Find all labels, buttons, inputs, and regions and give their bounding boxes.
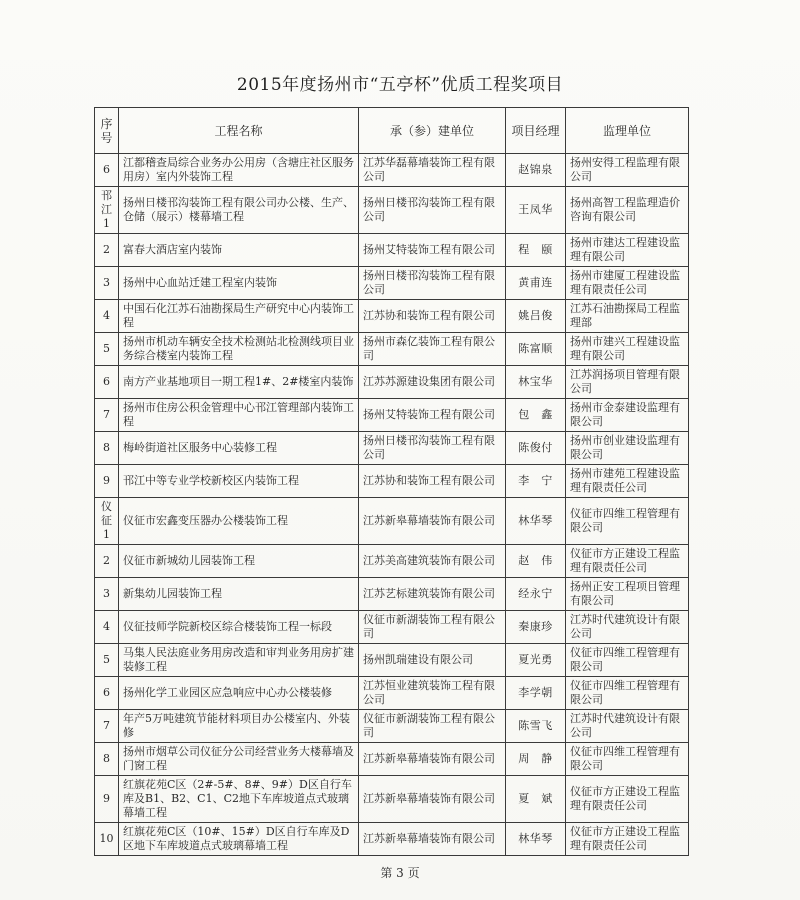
cell-builder: 江苏艺标建筑装饰有限公司 [359,578,506,611]
cell-seq: 邗江1 [95,187,119,234]
cell-builder: 江苏新皋幕墙装饰有限公司 [359,776,506,823]
cell-builder: 扬州艾特装饰工程有限公司 [359,399,506,432]
cell-manager: 赵锦泉 [506,154,566,187]
header-row [95,108,689,154]
header-builder: 承（参）建单位 [359,108,506,154]
table-row [95,677,689,710]
cell-manager: 黄甫连 [506,267,566,300]
cell-builder: 江苏协和装饰工程有限公司 [359,465,506,498]
cell-manager: 林华琴 [506,823,566,856]
cell-supervisor: 扬州正安工程项目管理有限公司 [566,578,689,611]
cell-seq: 6 [95,366,119,399]
cell-builder: 扬州日楼邗沟装饰工程有限公司 [359,187,506,234]
cell-seq: 8 [95,432,119,465]
cell-seq: 2 [95,234,119,267]
cell-seq: 9 [95,465,119,498]
cell-supervisor: 仪征市方正建设工程监理有限责任公司 [566,776,689,823]
cell-supervisor: 扬州市金泰建设监理有限公司 [566,399,689,432]
table-row [95,465,689,498]
page-title: 2015年度扬州市“五亭杯”优质工程奖项目 [236,75,564,95]
cell-project-name: 扬州市机动车辆安全技术检测站北检测线项目业务综合楼室内装饰工程 [119,333,359,366]
cell-seq: 7 [95,399,119,432]
cell-seq: 7 [95,710,119,743]
cell-manager: 陈富顺 [506,333,566,366]
cell-seq: 4 [95,300,119,333]
table-row [95,710,689,743]
cell-manager: 陈俊付 [506,432,566,465]
cell-builder: 仪征市新湖装饰工程有限公司 [359,611,506,644]
table-row [95,187,689,234]
cell-seq: 仪征1 [95,498,119,545]
table-row [95,611,689,644]
cell-builder: 仪征市新湖装饰工程有限公司 [359,710,506,743]
cell-builder: 江苏苏源建设集团有限公司 [359,366,506,399]
cell-builder: 江苏新皋幕墙装饰有限公司 [359,823,506,856]
cell-supervisor: 江苏石油勘探局工程监理部 [566,300,689,333]
cell-builder: 江苏新皋幕墙装饰有限公司 [359,498,506,545]
table-row [95,154,689,187]
cell-manager: 李学朝 [506,677,566,710]
cell-supervisor: 扬州市建达工程建设监理有限公司 [566,234,689,267]
cell-project-name: 邗江中等专业学校新校区内装饰工程 [119,465,359,498]
table-row [95,399,689,432]
cell-builder: 江苏美高建筑装饰有限公司 [359,545,506,578]
cell-supervisor: 扬州高智工程监理造价咨询有限公司 [566,187,689,234]
cell-project-name: 扬州化学工业园区应急响应中心办公楼装修 [119,677,359,710]
cell-supervisor: 仪征市方正建设工程监理有限责任公司 [566,823,689,856]
cell-project-name: 中国石化江苏石油勘探局生产研究中心内装饰工程 [119,300,359,333]
table-row [95,300,689,333]
cell-builder: 江苏新皋幕墙装饰有限公司 [359,743,506,776]
cell-manager: 经永宁 [506,578,566,611]
cell-seq: 5 [95,644,119,677]
cell-manager: 赵 伟 [506,545,566,578]
cell-supervisor: 仪征市四维工程管理有限公司 [566,743,689,776]
header-supervisor: 监理单位 [566,108,689,154]
table-row [95,545,689,578]
cell-project-name: 新集幼儿园装饰工程 [119,578,359,611]
cell-seq: 6 [95,677,119,710]
cell-supervisor: 扬州市创业建设监理有限公司 [566,432,689,465]
cell-supervisor: 扬州市建苑工程建设监理有限责任公司 [566,465,689,498]
cell-seq: 3 [95,267,119,300]
cell-seq: 5 [95,333,119,366]
cell-seq: 9 [95,776,119,823]
table-row [95,743,689,776]
cell-project-name: 扬州市住房公积金管理中心邗江管理部内装饰工程 [119,399,359,432]
cell-project-name: 扬州市烟草公司仪征分公司经营业务大楼幕墙及门窗工程 [119,743,359,776]
cell-manager: 王凤华 [506,187,566,234]
cell-project-name: 仪征技师学院新校区综合楼装饰工程一标段 [119,611,359,644]
cell-manager: 夏光勇 [506,644,566,677]
cell-builder: 江苏华磊幕墙装饰工程有限公司 [359,154,506,187]
table-row [95,776,689,823]
cell-supervisor: 仪征市方正建设工程监理有限责任公司 [566,545,689,578]
cell-seq: 2 [95,545,119,578]
header-seq: 序号 [95,108,119,154]
cell-builder: 扬州日楼邗沟装饰工程有限公司 [359,432,506,465]
cell-supervisor: 仪征市四维工程管理有限公司 [566,677,689,710]
cell-supervisor: 扬州市建兴工程建设监理有限公司 [566,333,689,366]
header-project-name: 工程名称 [119,108,359,154]
cell-project-name: 扬州中心血站迁建工程室内装饰 [119,267,359,300]
table-row [95,432,689,465]
table-row [95,498,689,545]
cell-builder: 江苏协和装饰工程有限公司 [359,300,506,333]
cell-project-name: 扬州日楼邗沟装饰工程有限公司办公楼、生产、仓储（展示）楼幕墙工程 [119,187,359,234]
cell-supervisor: 仪征市四维工程管理有限公司 [566,498,689,545]
cell-seq: 8 [95,743,119,776]
cell-manager: 程 颐 [506,234,566,267]
cell-supervisor: 扬州市建厦工程建设监理有限责任公司 [566,267,689,300]
cell-supervisor: 江苏润扬项目管理有限公司 [566,366,689,399]
cell-manager: 包 鑫 [506,399,566,432]
table-body [95,154,689,856]
table-row [95,267,689,300]
table-row [95,366,689,399]
cell-builder: 扬州日楼邗沟装饰工程有限公司 [359,267,506,300]
cell-manager: 姚吕俊 [506,300,566,333]
cell-manager: 夏 斌 [506,776,566,823]
cell-manager: 林宝华 [506,366,566,399]
cell-supervisor: 江苏时代建筑设计有限公司 [566,710,689,743]
header-manager: 项目经理 [506,108,566,154]
cell-seq: 4 [95,611,119,644]
cell-project-name: 仪征市新城幼儿园装饰工程 [119,545,359,578]
cell-project-name: 红旗花苑C区（2#-5#、8#、9#）D区自行车库及B1、B2、C1、C2地下车库坡道点式玻璃幕墙工程 [119,776,359,823]
cell-project-name: 年产5万吨建筑节能材料项目办公楼室内、外装修 [119,710,359,743]
cell-manager: 周 静 [506,743,566,776]
cell-project-name: 富春大酒店室内装饰 [119,234,359,267]
cell-builder: 扬州艾特装饰工程有限公司 [359,234,506,267]
cell-manager: 李 宁 [506,465,566,498]
project-table [94,107,689,856]
cell-builder: 江苏恒业建筑装饰工程有限公司 [359,677,506,710]
table-row [95,578,689,611]
cell-builder: 扬州凯瑞建设有限公司 [359,644,506,677]
table-row [95,234,689,267]
cell-seq: 3 [95,578,119,611]
cell-seq: 10 [95,823,119,856]
cell-supervisor: 扬州安得工程监理有限公司 [566,154,689,187]
table-row [95,823,689,856]
cell-project-name: 梅岭街道社区服务中心装修工程 [119,432,359,465]
cell-supervisor: 江苏时代建筑设计有限公司 [566,611,689,644]
table-row [95,333,689,366]
page-number: 第 3 页 [380,866,420,880]
cell-manager: 秦康珍 [506,611,566,644]
cell-manager: 陈雪飞 [506,710,566,743]
table-row [95,644,689,677]
cell-project-name: 仪征市宏鑫变压器办公楼装饰工程 [119,498,359,545]
cell-project-name: 马集人民法庭业务用房改造和审判业务用房扩建装修工程 [119,644,359,677]
cell-project-name: 红旗花苑C区（10#、15#）D区自行车库及D区地下车库坡道点式玻璃幕墙工程 [119,823,359,856]
cell-project-name: 南方产业基地项目一期工程1#、2#楼室内装饰 [119,366,359,399]
cell-manager: 林华琴 [506,498,566,545]
cell-supervisor: 仪征市四维工程管理有限公司 [566,644,689,677]
cell-builder: 扬州市森亿装饰工程有限公司 [359,333,506,366]
cell-project-name: 江都稽查局综合业务办公用房（含塘庄社区服务用房）室内外装饰工程 [119,154,359,187]
cell-seq: 6 [95,154,119,187]
